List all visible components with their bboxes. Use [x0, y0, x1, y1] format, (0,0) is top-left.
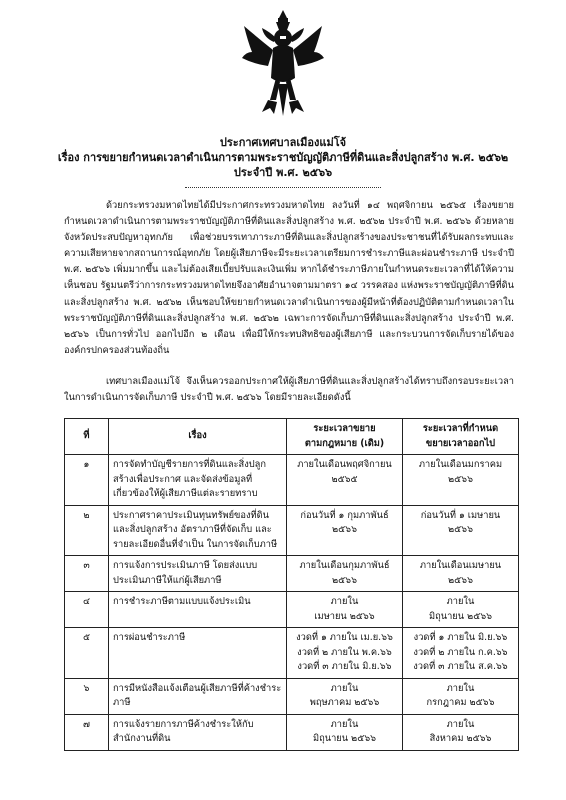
table-cell-line: มิถุนายน ๒๕๖๖ [428, 610, 493, 622]
body-paragraph-2-text: เทศบาลเมืองแม่โจ้ จึงเห็นควรออกประกาศให้ผู้เสียภาษีที่ดินและสิ่งปลูกสร้างได้ทราบถึงกรอบระยะเวลาในการดำเนินการจัดเก็บภาษี ประจำปี พ.ศ. ๒๕๖๖ โดยมีรายละเอียดดังนี้ [64, 376, 514, 404]
table-cell-line: ระยะเวลาขยาย [313, 423, 376, 434]
header-original [287, 419, 403, 455]
table-cell-line: งวดที่ ๒ ภายใน ก.ค.๖๖ [413, 646, 508, 658]
header-no: ที่ [65, 419, 109, 455]
header-topic: เรื่อง [109, 419, 287, 455]
table-cell: การผ่อนชำระภาษี [109, 628, 287, 679]
table-cell-line: ๒๕๖๖ [332, 574, 357, 586]
document-year: ประจำปี พ.ศ. ๒๕๖๖ [233, 166, 333, 179]
table-cell: ๖ [65, 678, 109, 714]
table-cell [403, 556, 519, 592]
table-cell-line: ๒๕๖๕ [331, 473, 358, 485]
table-header-row [65, 419, 519, 455]
table-cell-line: ตามกฎหมาย (เดิม) [304, 437, 385, 449]
header-extended [403, 419, 519, 455]
table-row [65, 505, 519, 556]
table-cell-line: ๒๕๖๖ [332, 524, 357, 535]
title-separator [185, 187, 381, 188]
table-cell-line: กรกฎาคม ๒๕๖๖ [426, 697, 495, 708]
table-cell [287, 714, 403, 750]
table-cell [287, 592, 403, 628]
body-paragraph-1 [64, 198, 514, 359]
table-cell-line: ภายในเดือนเมษายน [419, 560, 502, 571]
table-cell-line: ภายในเดือนกุมภาพันธ์ [299, 560, 390, 571]
table-cell [403, 628, 519, 679]
table-cell: ๓ [65, 556, 109, 592]
table-cell [403, 678, 519, 714]
table-cell: ๔ [65, 592, 109, 628]
table-cell-line: ก่อนวันที่ ๑ เมษายน [420, 509, 501, 521]
table-cell [287, 678, 403, 714]
table-cell-line: เมษายน ๒๕๖๖ [314, 610, 375, 622]
table-cell-line: งวดที่ ๓ ภายใน ส.ค.๖๖ [413, 661, 508, 672]
table-cell: การชำระภาษีตามแบบแจ้งประเมิน [109, 592, 287, 628]
table-cell-line: ภายใน [446, 596, 475, 607]
table-cell-line: ภายใน [330, 682, 359, 694]
table-row [65, 455, 519, 506]
table-cell-line: งวดที่ ๑ ภายใน มิ.ย.๖๖ [413, 632, 508, 643]
table-row [65, 592, 519, 628]
table-cell-line: ขยายเวลาออกไป [425, 437, 496, 449]
table-cell [403, 505, 519, 556]
table-cell-line: ภายใน [330, 718, 359, 730]
table-cell: ๕ [65, 628, 109, 679]
table-row [65, 556, 519, 592]
document-subject: เรื่อง การขยายกำหนดเวลาดำเนินการตามพระราชบัญญัติภาษีที่ดินและสิ่งปลูกสร้าง พ.ศ. ๒๕๖๒ [57, 151, 509, 164]
table-cell-line: ภายใน [446, 718, 475, 730]
table-cell-line: งวดที่ ๑ ภายใน เม.ย.๖๖ [296, 632, 393, 643]
schedule-table [64, 418, 519, 751]
table-cell-line: ภายใน [330, 596, 359, 607]
table-cell-line: มิถุนายน ๒๕๖๖ [312, 733, 377, 744]
table-cell-line: ภายในเดือนมกราคม [418, 459, 503, 470]
table-cell [287, 556, 403, 592]
table-cell: การแจ้งรายการภาษีค้างชำระให้กับสำนักงานที่ดิน [109, 714, 287, 750]
table-cell-line: งวดที่ ๒ ภายใน พ.ค.๖๖ [297, 646, 392, 658]
table-cell-line: ภายในเดือนพฤศจิกายน [297, 459, 392, 470]
table-cell-line: สิงหาคม ๒๕๖๖ [429, 733, 492, 744]
table-cell-line: งวดที่ ๓ ภายใน มิ.ย.๖๖ [297, 661, 392, 672]
garuda-emblem [240, 8, 326, 120]
table-row [65, 678, 519, 714]
table-cell-line: ๒๕๖๖ [448, 574, 473, 586]
table-cell-line: ๒๕๖๖ [448, 524, 473, 535]
table-cell-line: พฤษภาคม ๒๕๖๖ [309, 697, 380, 708]
table-cell-line: ภายใน [446, 682, 475, 694]
body-paragraph-2 [64, 374, 514, 406]
table-cell-line: ระยะเวลาที่กำหนด [422, 423, 499, 434]
table-cell: การจัดทำบัญชีรายการที่ดินและสิ่งปลูกสร้างเพื่อประกาศ และจัดส่งข้อมูลที่เกี่ยวข้องให้ผู้เสียภาษีแต่ละรายทราบ [109, 455, 287, 506]
table-cell [287, 455, 403, 506]
table-cell [403, 592, 519, 628]
table-cell: ประกาศราคาประเมินทุนทรัพย์ของที่ดินและสิ่งปลูกสร้าง อัตราภาษีที่จัดเก็บ และรายละเอียดอื่นที่จำเป็น ในการจัดเก็บภาษี [109, 505, 287, 556]
table-cell [403, 455, 519, 506]
table-row [65, 628, 519, 679]
document-org: ประกาศเทศบาลเมืองแม่โจ้ [219, 136, 347, 149]
table-cell [287, 628, 403, 679]
table-cell [287, 505, 403, 556]
table-cell: การแจ้งการประเมินภาษี โดยส่งแบบประเมินภาษีให้แก่ผู้เสียภาษี [109, 556, 287, 592]
table-cell: การมีหนังสือแจ้งเตือนผู้เสียภาษีที่ค้างชำระภาษี [109, 678, 287, 714]
table-cell: ๒ [65, 505, 109, 556]
table-cell-line: ๒๕๖๖ [448, 473, 473, 485]
table-cell [403, 714, 519, 750]
body-paragraph-1-text: ด้วยกระทรวงมหาดไทยได้มีประกาศกระทรวงมหาดไทย ลงวันที่ ๑๔ พฤศจิกายน ๒๕๖๕ เรื่องขยายกำหนดเวลาดำเนินการตามพระราชบัญญัติภาษีที่ดินและสิ่งปลูกสร้าง พ.ศ. ๒๕๖๒ ประจำปี พ.ศ. ๒๕๖๖ ด้วยหลายจังหวัดประสบปัญหาอุทกภัย เพื่อช่วยบรรเทาภาระภาษีที่ดินและสิ่งปลูกสร้างของประชาชนที่ได้รับผลกระทบและความเสียหายจากสถานการณ์อุทกภัย โดยผู้เสียภาษีจะมีระยะเวลาเตรียมการชำระภาษีและผ่อนชำระภาษี ประจำปี พ.ศ. ๒๕๖๖ เพิ่มมากขึ้น และไม่ต้องเสียเบี้ยปรับและเงินเพิ่ม หากได้ชำระภาษีภายในกำหนดระยะเวลาที่ได้ให้ความเห็นชอบ รัฐมนตรีว่าการกระทรวงมหาดไทยจึงอาศัยอำนาจตามมาตรา ๑๔ วรรคสอง แห่งพระราชบัญญัติภาษีที่ดินและสิ่งปลูกสร้าง พ.ศ. ๒๕๖๒ เห็นชอบให้ขยายกำหนดเวลาดำเนินการของผู้มีหน้าที่ต้องปฏิบัติตามกำหนดเวลาในพระราชบัญญัติภาษีที่ดินและสิ่งปลูกสร้าง พ.ศ. ๒๕๖๒ เฉพาะการจัดเก็บภาษีที่ดินและสิ่งปลูกสร้าง ประจำปี พ.ศ. ๒๕๖๖ เป็นการทั่วไป ออกไปอีก ๒ เดือน เพื่อมีให้กระทบสิทธิของผู้เสียภาษี และกระบวนการจัดเก็บรายได้ขององค์กรปกครองส่วนท้องถิ่น [64, 200, 514, 356]
table-cell: ๗ [65, 714, 109, 750]
table-row [65, 714, 519, 750]
table-cell: ๑ [65, 455, 109, 506]
table-cell-line: ก่อนวันที่ ๑ กุมภาพันธ์ [300, 509, 389, 521]
